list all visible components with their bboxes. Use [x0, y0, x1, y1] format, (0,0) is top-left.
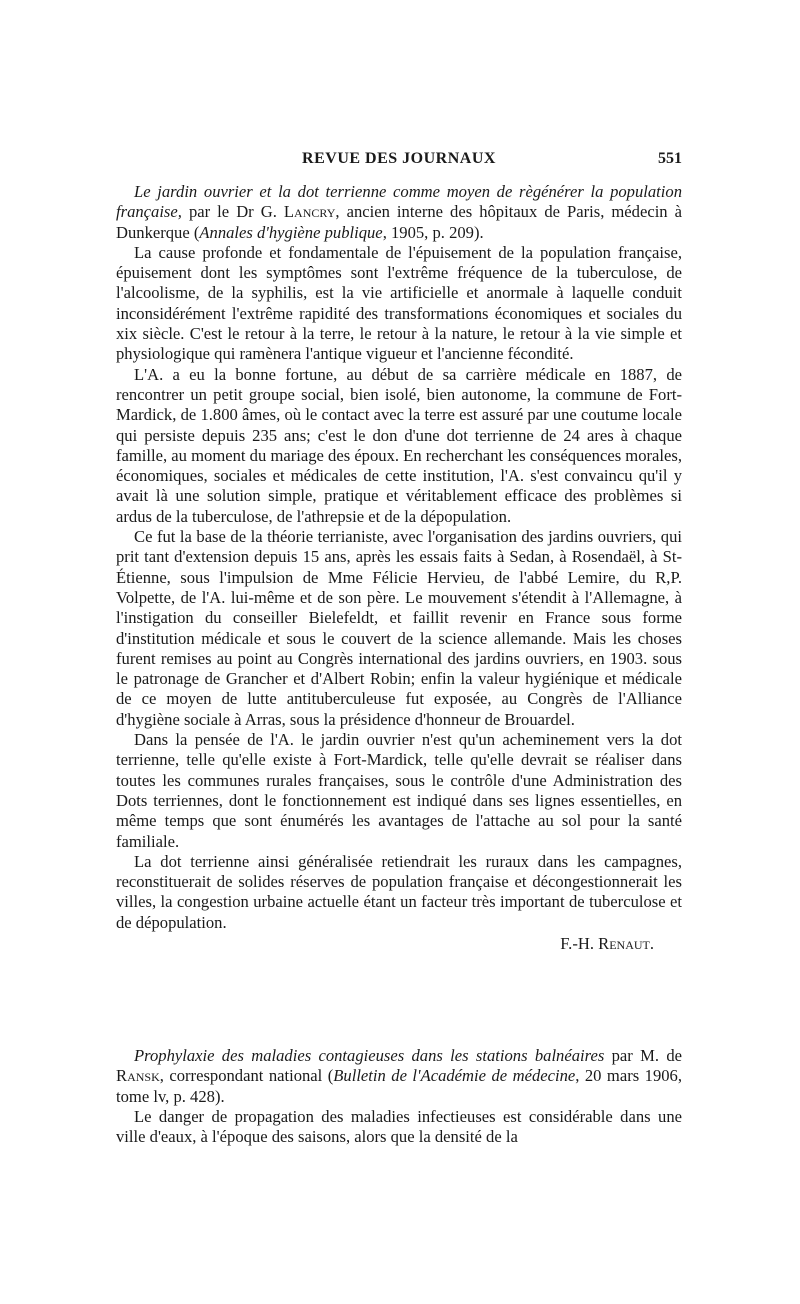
paragraph: La cause profonde et fondamentale de l'épuisement de la population française, épuisement dont les symptômes sont l'extrême fréquence de la tuberculose, de l'alcoolisme, de la syphilis, est la vie artificielle et anormale à laquelle conduit inconsidérément l'extrême rapidité des transformations économiques et sociales du xix siècle. C'est le retour à la terre, le retour à la nature, le retour à la vie simple et physiologique qui ramènera l'antique vigueur et l'ancienne fécondité. [116, 242, 682, 364]
paragraph: Ce fut la base de la théorie terrianiste, avec l'organisation des jardins ouvriers, qui prit tant d'extension depuis 15 ans, après les essais faits à Sedan, à Rosendaël, à St-Étienne, sous l'impulsion de Mme Félicie Hervieu, de l'abbé Lemire, du R,P. Volpette, de l'A. lui-même et de son père. Le mouvement s'étendit à l'Allemagne, à l'instigation du conseiller Bielefeldt, et faillit revenir en France sous forme d'institution médicale et sous le couvert de la science allemande. Mais les choses furent remises au point au Congrès international des jardins ouvriers, en 1903. sous le patronage de Grancher et d'Albert Robin; enfin la valeur hygiénique et médicale de ce moyen de lutte antituberculeuse fut exposée, au Congrès de l'Alliance d'hygiène sociale à Arras, sous la présidence d'honneur de Brouardel. [116, 527, 682, 729]
article-jardin-ouvrier [116, 182, 682, 954]
byline-pre: par le Dr G. [181, 202, 284, 222]
citation: , 20 mars 1906, tome lv, p. 428). [116, 1066, 682, 1106]
running-head [116, 150, 682, 174]
running-title: REVUE DES JOURNAUX [302, 150, 496, 167]
paragraph: Le danger de propagation des maladies infectieuses est considérable dans une ville d'eaux, à l'époque des saisons, alors que la densité de la [116, 1106, 682, 1147]
signature [116, 934, 682, 954]
author-name: Ransk [116, 1066, 160, 1086]
byline-pre: par M. de [604, 1046, 682, 1065]
article-prophylaxie [116, 1046, 682, 1147]
article-heading [116, 182, 682, 243]
paragraph: Dans la pensée de l'A. le jardin ouvrier n'est qu'un acheminement vers la dot terrienne, telle qu'elle existe à Fort-Mardick, telle qu'elle devrait se réaliser dans toutes les communes rurales françaises, sous le contrôle d'une Administration des Dots terriennes, dont le fonctionnement est indiqué dans ses lignes essentielles, en même temps que sont énumérés les avantages de l'attache au sol pour la santé familiale. [116, 730, 682, 851]
byline-post: , correspondant national ( [159, 1066, 334, 1086]
citation: , 1905, p. 209). [382, 222, 484, 242]
signature-name: Renaut. [598, 933, 654, 953]
journal-name: Bulletin de l'Académie de médecine [333, 1066, 576, 1086]
byline-post: , ancien interne des hôpitaux de Paris, médecin à Dunkerque ( [116, 202, 683, 242]
paragraph: La dot terrienne ainsi généralisée retiendrait les ruraux dans les campagnes, reconstituerait de solides réserves de population française et décongestionnerait les villes, la congestion urbaine actuelle étant un facteur très important de tuberculose et de dépopulation. [116, 851, 682, 932]
paragraph: L'A. a eu la bonne fortune, au début de sa carrière médicale en 1887, de rencontrer un petit groupe social, bien isolé, bien autonome, la commune de Fort-Mardick, de 1.800 âmes, où le contact avec la terre est assuré par une coutume locale qui persiste depuis 235 ans; c'est le don d'une dot terrienne de 24 ares à chaque famille, au moment du mariage des époux. En recherchant les conséquences morales, économiques, sociales et médicales de cette institution, l'A. s'est convaincu qu'il y avait là une solution simple, pratique et véritablement efficace des problèmes si ardus de la tuberculose, de l'athrepsie et de la dépopulation. [116, 364, 682, 526]
article-heading [116, 1046, 682, 1107]
article-title: Prophylaxie des maladies contagieuses dans les stations balnéaires [134, 1046, 605, 1065]
page-number: 551 [658, 150, 682, 167]
author-name: Lancry [283, 202, 336, 222]
journal-name: Annales d'hygiène publique [199, 222, 383, 242]
article-title: Le jardin ouvrier et la dot terrienne comme moyen de règénérer la population française, [116, 182, 682, 222]
signature-initials: F.-H. [560, 933, 599, 953]
